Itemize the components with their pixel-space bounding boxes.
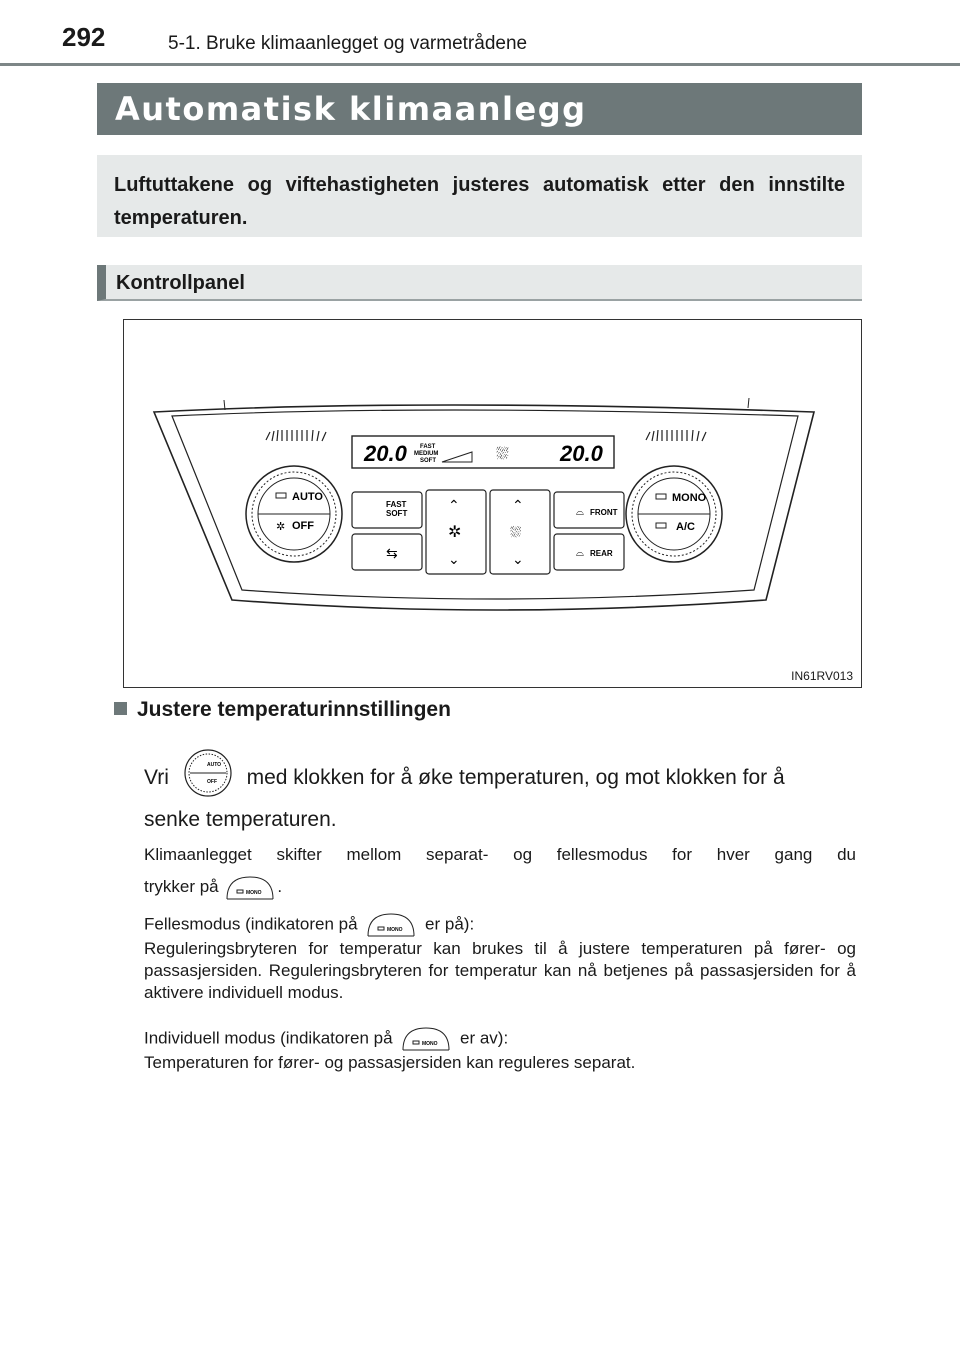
mode-text-2: trykker på [144,877,219,896]
rear-label: REAR [590,549,613,558]
instruction-text-2: med klokken for å øke temperaturen, og mot klokken for å [246,766,785,789]
figure-code: IN61RV013 [791,669,853,683]
page-title: Automatisk klimaanlegg [97,83,862,135]
front-defog-icon: ⌓ [576,507,584,518]
left-temp-readout: 20.0 [364,441,407,466]
fan-icon-centre: ✲ [448,524,462,541]
mono-button[interactable]: MONO [672,492,707,504]
fan-level-fast: FAST [420,444,436,450]
fan-level-medium: MEDIUM [414,451,439,457]
soft-label: SOFT [386,509,408,518]
mode-text-1: Klimaanlegget skifter mellom separat- og fellesmodus for hver gang du [144,845,856,864]
fan-icon: ✲ [276,521,286,533]
individual-mode-body: Temperaturen for fører- og passasjersiden kan reguleres separat. [144,1053,636,1072]
svg-text:AUTO: AUTO [206,762,221,768]
subsection-heading-text: Justere temperaturinnstillingen [137,698,451,721]
instruction-paragraph [144,748,856,840]
auto-off-knob-icon [183,748,233,798]
page-number: 292 [62,22,106,52]
fan-level-soft: SOFT [420,458,436,464]
rear-defog-icon: ⌓ [576,548,584,559]
instruction-text-3: senke temperaturen. [144,808,337,831]
right-grille-icon [646,430,706,441]
svg-text:MONO: MONO [246,889,262,896]
mono-button-icon [401,1026,451,1052]
individual-mode-text-2: er av): [460,1028,509,1048]
fan-up-icon: ⌃ [448,497,460,513]
header-rule [0,63,960,66]
right-temp-readout: 20.0 [560,441,603,466]
front-label: FRONT [590,508,618,517]
svg-text:MONO: MONO [422,1041,438,1047]
mode-up-icon: ⌃ [512,497,524,513]
svg-text:MONO: MONO [387,927,403,933]
individual-mode-text-1: Individuell modus (indikatoren på [144,1028,393,1048]
recirculation-icon: ⇆ [386,545,398,561]
bullet-square-icon [114,702,127,715]
common-mode-text-2: er på): [425,914,475,934]
common-mode-paragraph [144,912,856,1004]
instruction-text-1: Vri [144,766,169,789]
left-temp-knob[interactable] [246,466,342,562]
mono-button-icon [225,875,275,901]
mode-down-icon: ⌄ [512,551,524,567]
fan-down-icon: ⌄ [448,551,460,567]
intro-text: Luftuttakene og viftehastigheten justeres automatisk etter den innstilte temperaturen. [97,155,862,237]
common-mode-body: Reguleringsbryteren for temperatur kan brukes til å justere temperaturen på fører- og passasjersiden. Reguleringsbryteren for temperatur kan nå betjenes på passasjersiden for å aktivere individuell modus. [144,939,856,1002]
running-head: 5-1. Bruke klimaanlegget og varmetrådene [168,33,528,54]
off-button[interactable]: OFF [292,520,314,532]
individual-mode-paragraph [144,1026,856,1074]
right-temp-knob[interactable] [626,466,722,562]
section-heading: Kontrollpanel [97,265,862,301]
auto-button[interactable]: AUTO [292,491,323,503]
svg-text:OFF: OFF [206,779,217,785]
control-panel-figure [123,319,862,688]
mono-button-icon [366,912,416,938]
rear-defog-button [554,534,624,570]
mode-paragraph [144,839,856,903]
common-mode-text-1: Fellesmodus (indikatoren på [144,914,358,934]
mode-text-3: . [277,877,283,896]
subsection-heading [114,698,451,722]
fast-label: FAST [386,500,407,509]
airflow-icon: ⛆ [510,524,522,540]
airflow-mode-icon: ⛆ [496,446,509,463]
ac-button[interactable]: A/C [676,521,695,533]
left-grille-icon [266,430,326,441]
